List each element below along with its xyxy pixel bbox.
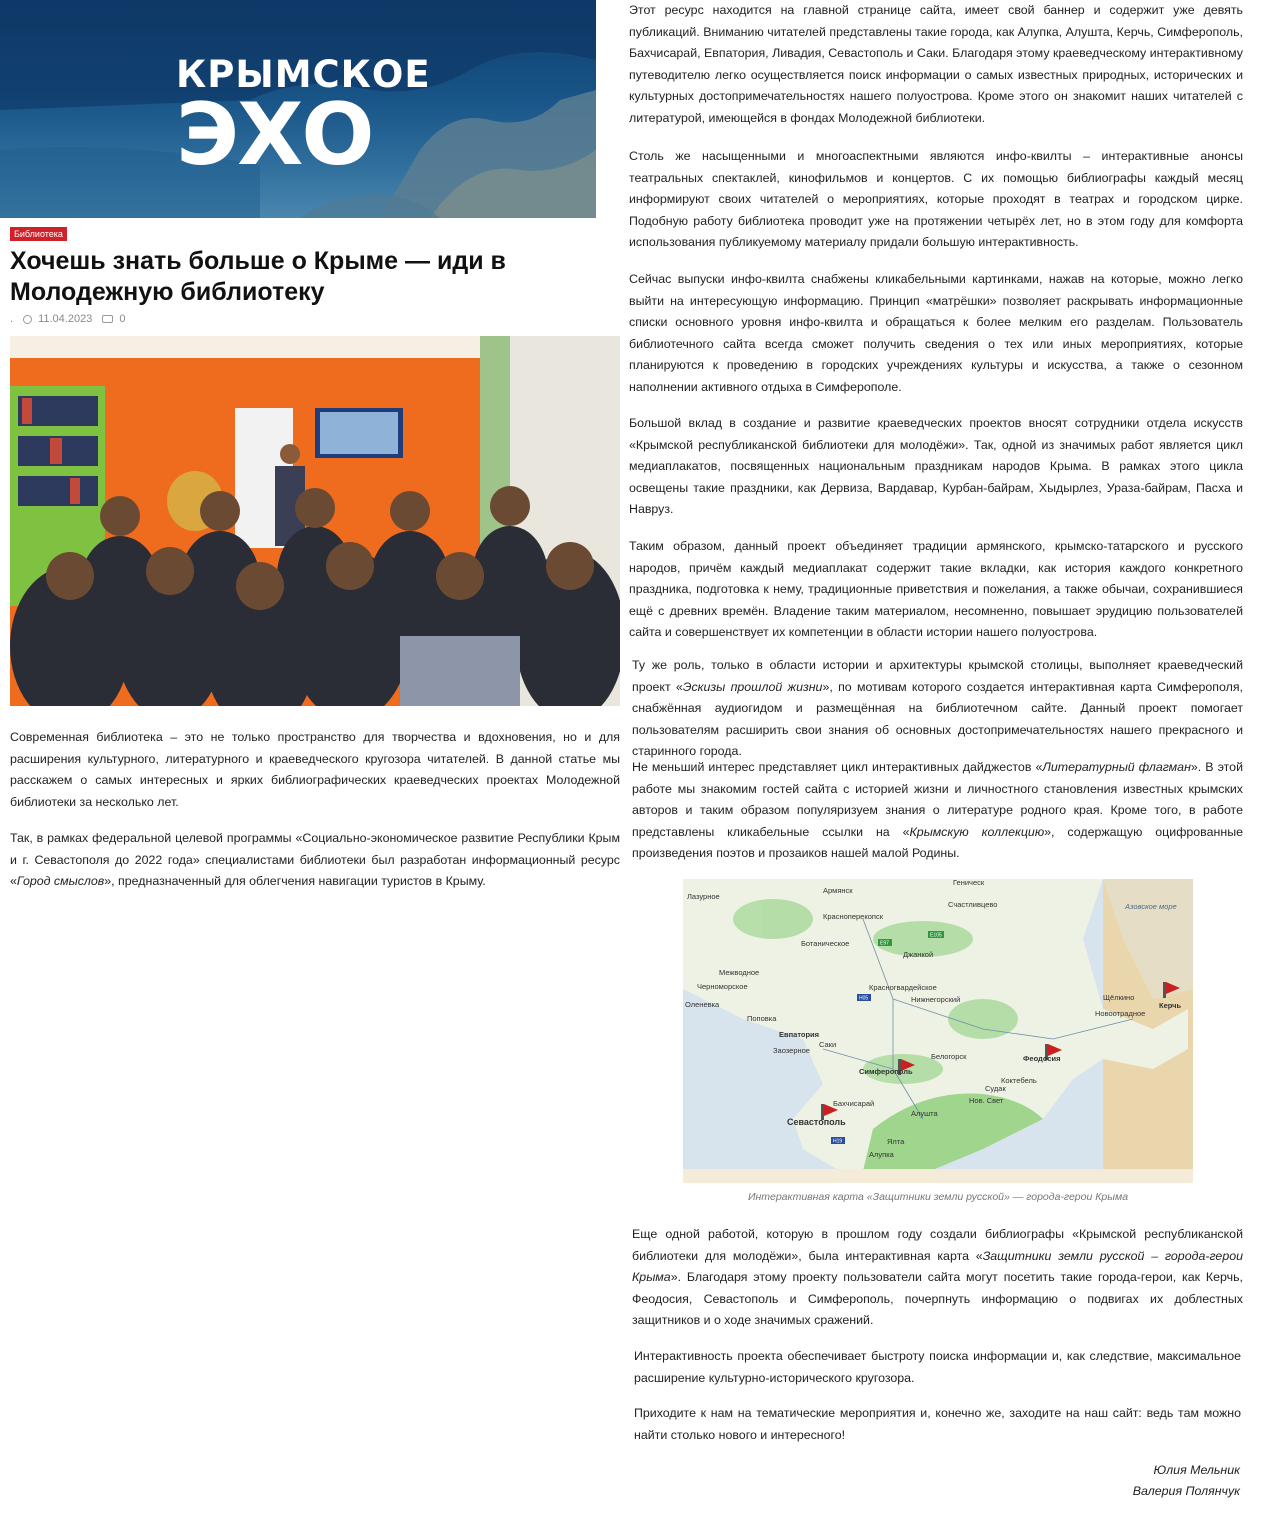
right-p6-text: Ту же роль, только в области истории и архитектуры крымской столицы, выполняет краеведческий проект « [632,658,1243,694]
map-label-lazurnoe: Лазурное [687,892,720,901]
right-p6-link[interactable]: Эскизы прошлой жизни [682,679,823,694]
map-label-nov-svet: Нов. Свет [969,1096,1004,1105]
right-paragraph-9: Интерактивность проекта обеспечивает быстроту поиска информации и, как следствие, максимальное расширение культурно-исторического кругозора. [634,1349,1241,1385]
comment-icon[interactable] [102,315,113,323]
right-p7-link-2[interactable]: Крымскую коллекцию [909,824,1045,839]
map-label-nizhnegorskiy: Нижнегорский [911,995,961,1004]
right-p8-text-end: ». Благодаря этому проекту пользователи сайта могут посетить такие города-герои, как Керчь, Феодосия, Севастополь и Симферополь, почерпнуть информацию о подвигах их доблестных защитников и о ходе значимых сражений. [632,1270,1243,1327]
map-label-popovka: Поповка [747,1014,777,1023]
map-label-simferopol: Симферополь [859,1067,913,1076]
map-label-krasnogvardeyskoe: Красногвардейское [869,983,937,992]
map-label-zaozernoe: Заозерное [773,1046,810,1055]
right-p7-text-mid: ». В этой работе мы знакомим гостей сайта с историей жизни и личностного становления известных крымских авторов и таким образом популяризуем знания о литературе родного края. Кроме того, в работе представлены кликабельные ссылки на « [632,760,1243,839]
map-road-e105: E105 [930,932,942,939]
map-road-h05: H05 [859,995,869,1002]
map-label-kerch: Керчь [1159,1001,1182,1010]
left-p2-text: Так, в рамках федеральной целевой программы «Социально-экономическое развитие Республики Крым и г. Севастополя до 2022 года» специалистами библиотеки был разработан информационный ресурс « [10,831,620,888]
map-label-novootradnoe: Новоотрадное [1095,1009,1146,1018]
map-label-botanicheskoe: Ботаническое [801,939,850,948]
left-paragraph-1: Современная библиотека – это не только пространство для творчества и вдохновения, но и для расширения культурного, литературного и краеведческого кругозора читателей. В данной статье мы расскажем о самых интересных и ярких библиографических краеведческих проектах Молодежной библиотеки за несколько лет. [10,730,620,809]
map-label-chernomorskoe: Черноморское [697,982,748,991]
map-label-sevastopol: Севастополь [787,1117,846,1127]
crimea-map [683,879,1193,1183]
map-label-krasnoperekopsk: Красноперекопск [823,912,883,921]
category-badge[interactable]: Библиотека [10,227,67,241]
right-p7-link[interactable]: Литературный флагман [1042,760,1191,774]
author-1: Юлия Мельник [1153,1463,1240,1477]
right-paragraph-1: Этот ресурс находится на главной странице сайта, имеет свой баннер и содержит уже девять публикаций. Вниманию читателей представлены такие города, как Алупка, Алушта, Керчь, Симферополь, Бахчисарай, Евпатория, Ливадия, Севастополь и Саки. Благодаря этому краеведческому интерактивному путеводителю легко осуществляется поиск информации о самых известных природных, исторических и культурных достопримечательностях нашего полуострова. Кроме этого он знакомит наших читателей с литературой, имеющейся в фондах Молодежной библиотеки. [629,3,1243,125]
right-paragraph-4: Большой вклад в создание и развитие краеведческих проектов вносят сотрудники отдела искусств «Крымской республиканской библиотеки для молодёжи». Так, одной из значимых работ является цикл медиаплакатов, посвященных национальным праздникам народов Крыма. В рамках этого цикла освещены такие праздники, как Дервиза, Вардавар, Курбан-байрам, Хыдырлез, Ураза-байрам, Пасха и Навруз. [629,416,1243,516]
left-p2-link[interactable]: Город смыслов [16,874,105,888]
map-label-evpatoria: Евпатория [779,1030,820,1039]
map-road-h19: H19 [833,1138,843,1145]
map-label-bakhchisaray: Бахчисарай [833,1099,875,1108]
map-label-schastlivtsevo: Счастливцево [948,900,998,909]
logo-bottom-word: ЭХО [176,85,373,185]
article-meta [10,313,125,325]
library-event-photo [10,336,620,706]
map-label-yalta: Ялта [887,1137,905,1146]
right-paragraph-2: Столь же насыщенными и многоаспектными являются инфо-квилты – интерактивные анонсы театральных спектаклей, кинофильмов и концертов. С их помощью библиографы каждый месяц информируют своих читателей о мероприятиях, которые проходят в театрах и городском цирке. Подобную работу библиотека проводит уже на протяжении четырёх лет, но в этом году для комфорта использования публикуемому материалу придали большую интерактивность. [629,149,1243,249]
right-p6-text-end: », по мотивам которого создается интерактивная карта Симферополя, снабжённая аудиогидом и размещённая на библиотечном сайте. Данный проект помогает пользователям расширить свои знания об основных достопримечательностях нашего прекрасного и старинного города. [632,679,1244,758]
right-p7-text: Не меньший интерес представляет цикл интерактивных дайджестов « [632,760,1043,774]
map-label-dzhankoy: Джанкой [903,950,934,959]
comment-count[interactable]: 0 [119,313,126,325]
right-paragraph-6 [632,655,1243,763]
map-label-koktebel: Коктебель [1001,1076,1037,1085]
map-label-mezhvodnoe: Межводное [719,968,760,977]
map-label-alushta: Алушта [911,1109,938,1118]
right-paragraph-10: Приходите к нам на тематические мероприятия и, конечно же, заходите на наш сайт: ведь там можно найти столько нового и интересного! [634,1406,1241,1442]
right-paragraph-5: Таким образом, данный проект объединяет традиции армянского, крымско-татарского и русского народов, причём каждый медиаплакат содержит такие вкладки, как история каждого конкретного праздника, подготовка к нему, традиционные приветствия и пожелания, а также обычаи, сохранившиеся ещё с древних времён. Владение таким материалом, несомненно, повышает эрудицию пользователей сайта и совершенствует их компетенции в области истории нашего полуострова. [629,539,1243,639]
right-p7-text-end: », содержащую оцифрованные произведения поэтов и прозаиков нашей малой Родины. [632,824,1243,860]
map-label-sudak: Судак [985,1084,1006,1093]
map-caption: Интерактивная карта «Защитники земли русской» — города-герои Крыма [747,1191,1129,1203]
map-label-feodosia: Феодосия [1023,1054,1061,1063]
right-paragraph-3: Сейчас выпуски инфо-квилта снабжены кликабельными картинками, нажав на которые, можно легко выйти на интересующую информацию. Принцип «матрёшки» позволяет раскрывать информационные списки основного уровня инфо-квилта и обращаться к более мелким его разделам. Пользователь библиотечного сайта всегда сможет получить сведения о тех или иных мероприятиях, которые планируются к проведению в городских учреждениях культуры и искусства, а также о сезонном наполнении активного отдыха в Симферополе. [629,272,1243,394]
article-date: 11.04.2023 [38,313,93,325]
left-paragraph-2 [10,828,620,893]
meta-author-dot: . [10,313,14,325]
map-label-olenevka: Оленевка [685,1000,720,1009]
logo-top-word: КРЫМСКОЕ [176,53,431,96]
map-label-saki: Саки [819,1040,837,1049]
right-paragraph-8 [632,1224,1243,1332]
right-p8-text: Еще одной работой, которую в прошлом году создали библиографы «Крымской республиканской библиотеки для молодёжи», была интерактивная карта « [632,1227,1243,1263]
site-banner [0,0,596,218]
map-label-shchelkino: Щёлкино [1103,993,1135,1002]
map-label-armyansk: Армянск [823,886,853,895]
article-photo [10,336,620,706]
article-title: Хочешь знать больше о Крыме — иди в Молодежную библиотеку [10,247,506,306]
clock-icon [23,315,32,324]
crimea-map-graphic [683,879,1193,1183]
author-2: Валерия Полянчук [1132,1484,1240,1498]
right-paragraph-7 [632,757,1243,865]
right-p8-link[interactable]: Защитники земли русской – города-герои Крыма [632,1248,1243,1284]
left-p2-text-end: », предназначенный для облегчения навигации туристов в Крыму. [104,874,486,888]
map-road-e97: E97 [880,940,889,947]
map-label-genichesk: Геническ [953,879,985,887]
map-label-belogorsk: Белогорск [931,1052,967,1061]
map-label-alupka: Алупка [869,1150,894,1159]
map-label-azov-sea: Азовское море [1125,902,1177,911]
